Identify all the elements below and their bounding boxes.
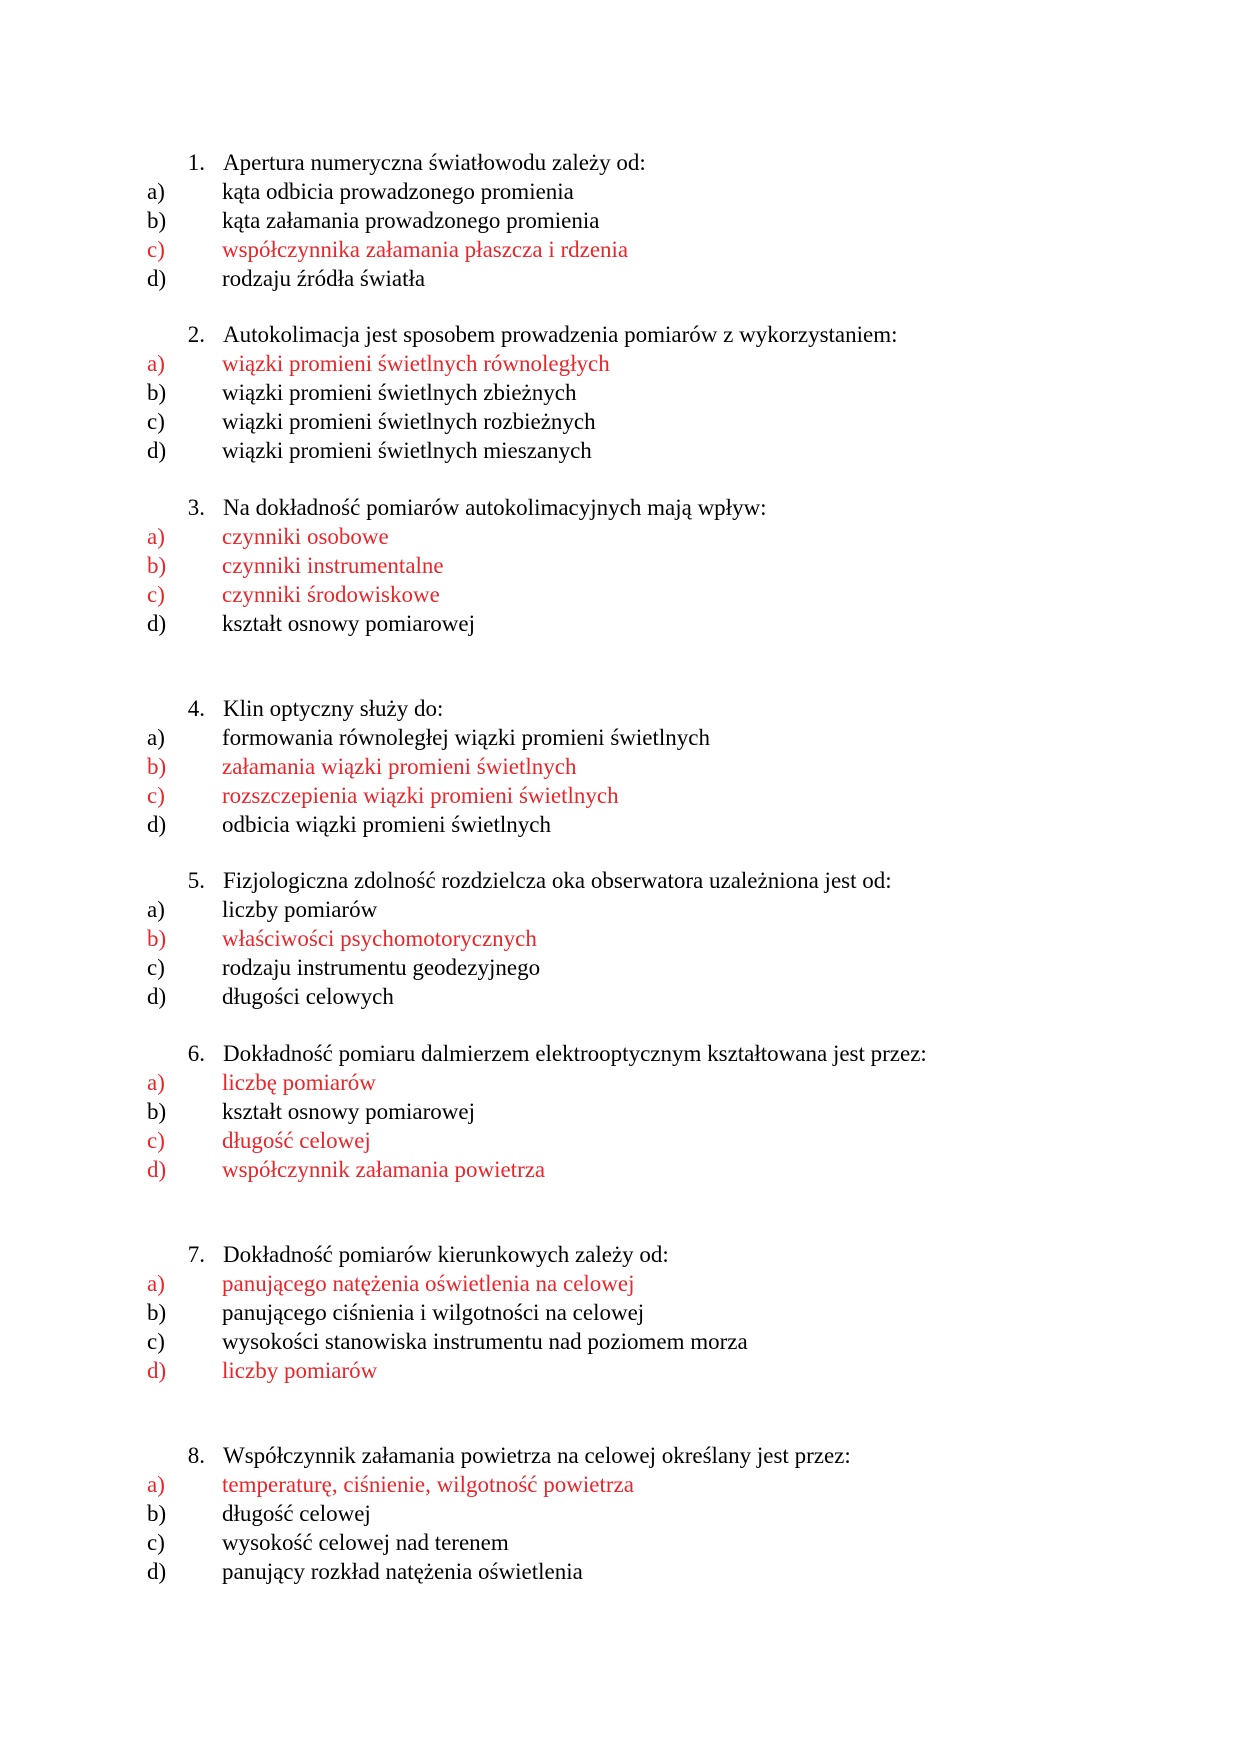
- option-label: b): [147, 1099, 167, 1124]
- option-label: d): [147, 812, 167, 837]
- option-label: a): [147, 351, 165, 376]
- question-3: [0, 493, 1240, 638]
- answer-option: [0, 407, 1240, 436]
- option-label: b): [147, 754, 167, 779]
- option-text: temperaturę, ciśnienie, wilgotność powietrza: [222, 1472, 634, 1497]
- answer-option: [0, 1557, 1240, 1586]
- option-text: długość celowej: [222, 1128, 371, 1153]
- question-2: [0, 320, 1240, 465]
- question-text: Apertura numeryczna światłowodu zależy od:: [223, 150, 646, 175]
- option-text: współczynnik załamania powietrza: [222, 1157, 546, 1182]
- option-label: a): [147, 1271, 165, 1296]
- option-text: wysokość celowej nad terenem: [222, 1530, 509, 1555]
- answer-option-correct: [0, 580, 1240, 609]
- option-text: panującego ciśnienia i wilgotności na celowej: [222, 1300, 645, 1325]
- option-text: wiązki promieni świetlnych zbieżnych: [222, 380, 577, 405]
- question-line: [0, 493, 1240, 522]
- option-text: czynniki osobowe: [222, 524, 389, 549]
- question-text: Dokładność pomiarów kierunkowych zależy od:: [223, 1242, 669, 1267]
- option-text: formowania równoległej wiązki promieni świetlnych: [222, 725, 710, 750]
- question-text: Klin optyczny służy do:: [223, 696, 444, 721]
- question-text: Autokolimacja jest sposobem prowadzenia pomiarów z wykorzystaniem:: [223, 322, 898, 347]
- option-text: czynniki środowiskowe: [222, 582, 440, 607]
- answer-option-correct: [0, 1269, 1240, 1298]
- answer-option-correct: [0, 1155, 1240, 1184]
- question-number: 8.: [187, 1443, 205, 1468]
- answer-option-correct: [0, 924, 1240, 953]
- option-label: c): [147, 237, 165, 262]
- option-text: kąta załamania prowadzonego promienia: [222, 208, 600, 233]
- question-1: [0, 148, 1240, 293]
- question-number: 2.: [187, 322, 205, 347]
- answer-option-correct: [0, 1068, 1240, 1097]
- answer-option: [0, 982, 1240, 1011]
- option-label: b): [147, 208, 167, 233]
- option-label: d): [147, 438, 167, 463]
- answer-option: [0, 1327, 1240, 1356]
- question-text: Na dokładność pomiarów autokolimacyjnych mają wpływ:: [223, 495, 767, 520]
- option-text: kąta odbicia prowadzonego promienia: [222, 179, 574, 204]
- option-label: d): [147, 1358, 167, 1383]
- option-label: a): [147, 1472, 165, 1497]
- option-text: liczby pomiarów: [222, 1358, 378, 1383]
- answer-option-correct: [0, 551, 1240, 580]
- option-label: c): [147, 582, 165, 607]
- option-label: c): [147, 783, 165, 808]
- answer-option-correct: [0, 235, 1240, 264]
- option-text: rodzaju źródła światła: [222, 266, 426, 291]
- answer-option-correct: [0, 1356, 1240, 1385]
- option-label: b): [147, 1501, 167, 1526]
- question-number: 3.: [187, 495, 205, 520]
- option-text: kształt osnowy pomiarowej: [222, 1099, 475, 1124]
- answer-option: [0, 1097, 1240, 1126]
- answer-option-correct: [0, 781, 1240, 810]
- option-text: odbicia wiązki promieni świetlnych: [222, 812, 551, 837]
- option-text: rozszczepienia wiązki promieni świetlnych: [222, 783, 619, 808]
- answer-option: [0, 810, 1240, 839]
- option-label: c): [147, 409, 165, 434]
- question-line: [0, 320, 1240, 349]
- option-label: c): [147, 955, 165, 980]
- answer-option-correct: [0, 752, 1240, 781]
- answer-option-correct: [0, 349, 1240, 378]
- question-line: [0, 866, 1240, 895]
- answer-option: [0, 206, 1240, 235]
- option-label: a): [147, 725, 165, 750]
- option-text: współczynnika załamania płaszcza i rdzenia: [222, 237, 629, 262]
- answer-option: [0, 1298, 1240, 1327]
- option-text: właściwości psychomotorycznych: [222, 926, 537, 951]
- question-7: [0, 1240, 1240, 1385]
- question-text: Współczynnik załamania powietrza na celowej określany jest przez:: [223, 1443, 851, 1468]
- option-text: liczbę pomiarów: [222, 1070, 376, 1095]
- option-label: a): [147, 179, 165, 204]
- answer-option-correct: [0, 1470, 1240, 1499]
- question-8: [0, 1441, 1240, 1586]
- option-text: załamania wiązki promieni świetlnych: [222, 754, 577, 779]
- option-label: a): [147, 524, 165, 549]
- option-label: d): [147, 266, 167, 291]
- option-text: długość celowej: [222, 1501, 371, 1526]
- option-label: b): [147, 553, 167, 578]
- question-line: [0, 1240, 1240, 1269]
- answer-option: [0, 1528, 1240, 1557]
- option-label: c): [147, 1530, 165, 1555]
- option-label: d): [147, 611, 167, 636]
- question-line: [0, 1039, 1240, 1068]
- option-label: b): [147, 1300, 167, 1325]
- option-text: panującego natężenia oświetlenia na celowej: [222, 1271, 635, 1296]
- question-text: Fizjologiczna zdolność rozdzielcza oka obserwatora uzależniona jest od:: [223, 868, 892, 893]
- answer-option: [0, 378, 1240, 407]
- answer-option: [0, 895, 1240, 924]
- answer-option: [0, 723, 1240, 752]
- question-4: [0, 694, 1240, 839]
- option-text: wiązki promieni świetlnych mieszanych: [222, 438, 592, 463]
- question-number: 5.: [187, 868, 205, 893]
- question-line: [0, 694, 1240, 723]
- question-line: [0, 148, 1240, 177]
- question-number: 6.: [187, 1041, 205, 1066]
- option-text: liczby pomiarów: [222, 897, 378, 922]
- option-label: a): [147, 897, 165, 922]
- option-label: a): [147, 1070, 165, 1095]
- answer-option: [0, 264, 1240, 293]
- option-text: wiązki promieni świetlnych równoległych: [222, 351, 610, 376]
- answer-option-correct: [0, 1126, 1240, 1155]
- answer-option: [0, 953, 1240, 982]
- question-number: 4.: [187, 696, 205, 721]
- question-text: Dokładność pomiaru dalmierzem elektrooptycznym kształtowana jest przez:: [223, 1041, 927, 1066]
- option-label: d): [147, 984, 167, 1009]
- option-label: d): [147, 1157, 167, 1182]
- option-text: panujący rozkład natężenia oświetlenia: [222, 1559, 583, 1584]
- answer-option: [0, 436, 1240, 465]
- option-text: długości celowych: [222, 984, 394, 1009]
- option-label: b): [147, 926, 167, 951]
- answer-option: [0, 1499, 1240, 1528]
- option-label: b): [147, 380, 167, 405]
- option-text: rodzaju instrumentu geodezyjnego: [222, 955, 541, 980]
- question-5: [0, 866, 1240, 1011]
- answer-option: [0, 177, 1240, 206]
- option-text: wiązki promieni świetlnych rozbieżnych: [222, 409, 596, 434]
- option-label: c): [147, 1329, 165, 1354]
- option-text: wysokości stanowiska instrumentu nad poziomem morza: [222, 1329, 748, 1354]
- question-number: 1.: [187, 150, 205, 175]
- question-line: [0, 1441, 1240, 1470]
- option-text: czynniki instrumentalne: [222, 553, 444, 578]
- option-label: d): [147, 1559, 167, 1584]
- option-text: kształt osnowy pomiarowej: [222, 611, 475, 636]
- question-6: [0, 1039, 1240, 1184]
- option-label: c): [147, 1128, 165, 1153]
- answer-option: [0, 609, 1240, 638]
- answer-option-correct: [0, 522, 1240, 551]
- question-number: 7.: [187, 1242, 205, 1267]
